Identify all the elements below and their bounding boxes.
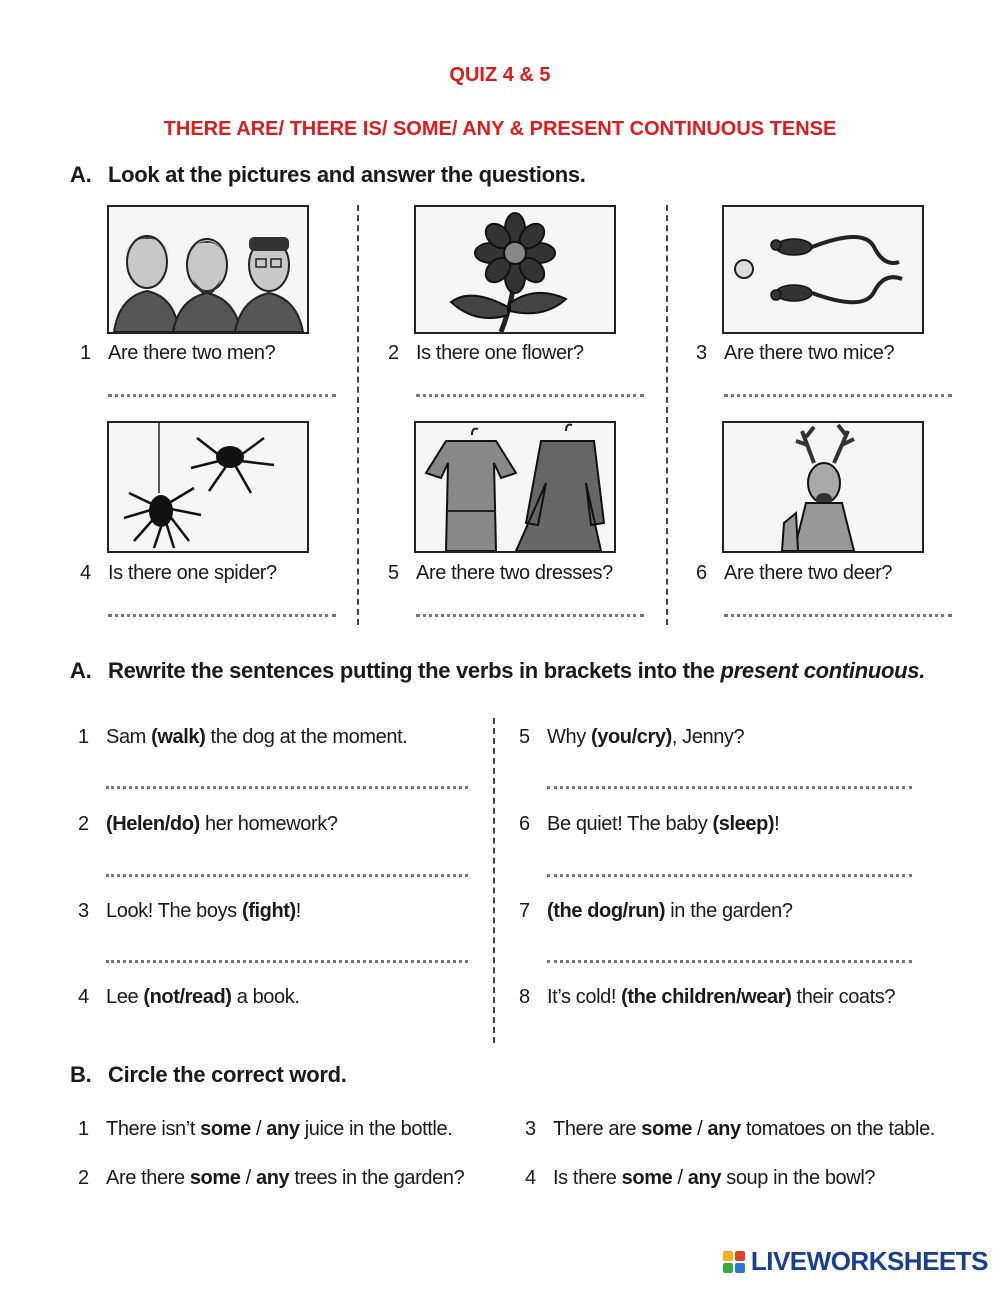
answer-line-s6[interactable] xyxy=(547,874,912,877)
question-3: 3 Are there two mice? xyxy=(696,342,895,364)
quiz-subtitle: THERE ARE/ THERE IS/ SOME/ ANY & PRESENT CONTINUOUS TENSE xyxy=(163,118,837,140)
option-any[interactable]: any xyxy=(266,1118,300,1140)
section-letter: A. xyxy=(70,658,92,683)
circle-item-1: 1 There isn’t some / any juice in the bottle. xyxy=(78,1118,453,1140)
answer-line-6[interactable] xyxy=(724,614,952,617)
liveworksheets-logo[interactable] xyxy=(723,1246,988,1277)
answer-line-s5[interactable] xyxy=(547,786,912,789)
sentence-2: 2 (Helen/do) her homework? xyxy=(78,813,338,835)
section-instructions: Rewrite the sentences putting the verbs in brackets into the xyxy=(108,658,721,683)
answer-line-4[interactable] xyxy=(108,614,336,617)
circle-item-3: 3 There are some / any tomatoes on the table. xyxy=(525,1118,935,1140)
section-instructions: Circle the correct word. xyxy=(108,1062,347,1087)
picture-flower xyxy=(414,205,616,334)
sentence-5: 5 Why (you/cry), Jenny? xyxy=(519,726,745,748)
sentence-3: 3 Look! The boys (fight)! xyxy=(78,900,301,922)
question-4: 4 Is there one spider? xyxy=(80,562,277,584)
answer-line-3[interactable] xyxy=(724,394,952,397)
circle-item-2: 2 Are there some / any trees in the garden? xyxy=(78,1167,465,1189)
logo-grid-icon xyxy=(723,1251,745,1273)
section-letter: B. xyxy=(70,1062,92,1087)
option-some[interactable]: some xyxy=(200,1118,251,1140)
column-divider xyxy=(666,205,668,625)
option-any[interactable]: any xyxy=(255,1167,290,1189)
answer-line-s2[interactable] xyxy=(106,874,468,877)
column-divider xyxy=(357,205,359,625)
answer-line-2[interactable] xyxy=(416,394,644,397)
logo-text: LIVEWORKSHEETS xyxy=(750,1246,988,1276)
quiz-title: QUIZ 4 & 5 xyxy=(449,64,551,86)
picture-three-men xyxy=(107,205,309,334)
sentence-4: 4 Lee (not/read) a book. xyxy=(78,986,300,1008)
option-any[interactable]: any xyxy=(707,1118,741,1140)
column-divider xyxy=(493,718,495,1043)
picture-two-deer xyxy=(722,421,924,553)
section-b-heading xyxy=(70,1062,347,1088)
sentence-7: 7 (the dog/run) in the garden? xyxy=(519,900,793,922)
option-some[interactable]: some xyxy=(621,1167,673,1189)
circle-item-4: 4 Is there some / any soup in the bowl? xyxy=(525,1167,876,1189)
section-a2-heading xyxy=(70,658,925,684)
section-letter: A. xyxy=(70,162,92,187)
option-some[interactable]: some xyxy=(189,1167,241,1189)
answer-line-s3[interactable] xyxy=(106,960,468,963)
question-5: 5 Are there two dresses? xyxy=(388,562,613,584)
answer-line-s7[interactable] xyxy=(547,960,912,963)
picture-two-mice xyxy=(722,205,924,334)
answer-line-5[interactable] xyxy=(416,614,644,617)
option-any[interactable]: any xyxy=(687,1167,722,1189)
section-instructions-emphasis: present continuous. xyxy=(720,658,926,683)
picture-spider xyxy=(107,421,309,553)
section-instructions: Look at the pictures and answer the questions. xyxy=(108,162,586,187)
answer-line-1[interactable] xyxy=(108,394,336,397)
sentence-1: 1 Sam (walk) the dog at the moment. xyxy=(78,726,408,748)
question-1: 1 Are there two men? xyxy=(80,342,276,364)
question-2: 2 Is there one flower? xyxy=(388,342,584,364)
question-6: 6 Are there two deer? xyxy=(696,562,893,584)
sentence-8: 8 It’s cold! (the children/wear) their coats? xyxy=(519,986,896,1008)
section-a1-heading xyxy=(70,162,586,188)
picture-two-dresses xyxy=(414,421,616,553)
answer-line-s1[interactable] xyxy=(106,786,468,789)
sentence-6: 6 Be quiet! The baby (sleep)! xyxy=(519,813,780,835)
option-some[interactable]: some xyxy=(641,1118,692,1140)
